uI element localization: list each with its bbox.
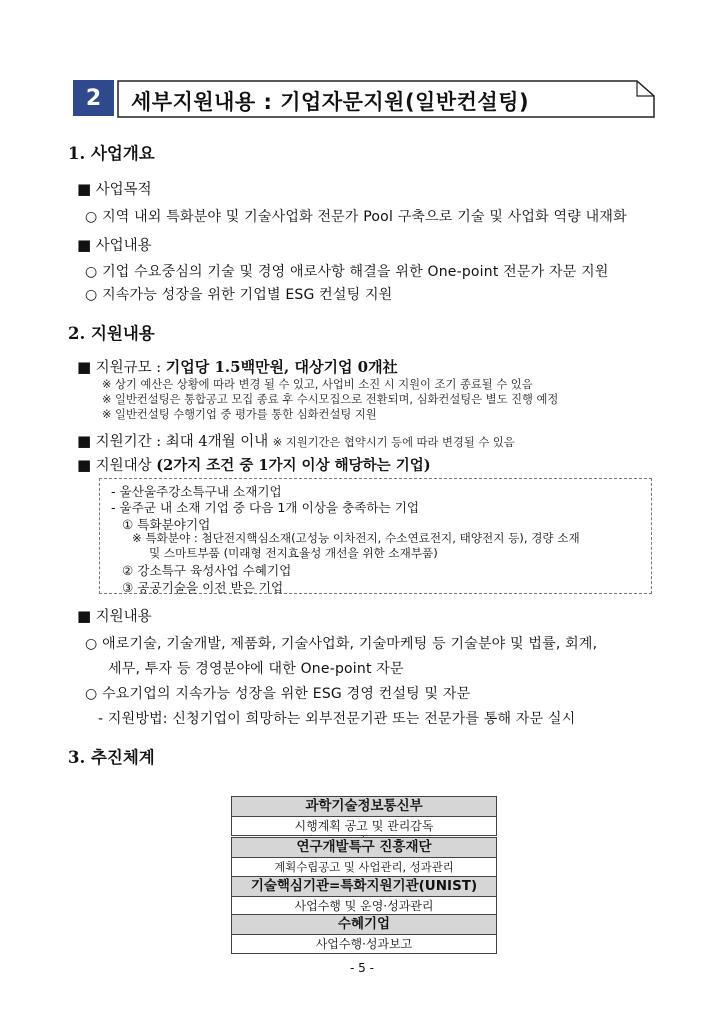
period-label: 지원기간 : 최대 4개월 이내 [95,434,269,450]
target-label: 지원대상 [95,458,157,474]
scale-note: ※ 상기 예산은 상황에 따라 변경 될 수 있고, 사업비 소진 시 지원이 조기 종료될 수 있음 [102,378,533,391]
support-item: ○ 애로기술, 기술개발, 제품화, 기술사업화, 기술마케팅 등 기술분야 및 법률, 회계, [85,636,598,652]
org-name: 기술핵심기관=특화지원기관(UNIST) [232,877,496,897]
scale-row [77,356,398,377]
support-item: - 지원방법: 신청기업이 희망하는 외부전문기관 또는 전문가를 통해 자문 실시 [98,711,576,727]
content-label: 사업내용 [95,238,152,254]
scale-label: 지원규모 : [95,360,166,376]
content-item: ○ 기업 수요중심의 기술 및 경영 애로사항 해결을 위한 One-point 전문가 자문 지원 [85,264,609,280]
square-bullet-icon: ■ [77,456,92,474]
heading-system: 3. 추진체계 [68,748,155,767]
org-name: 수혜기업 [232,915,496,935]
heading-support: 2. 지원내용 [68,324,155,343]
org-name: 연구개발특구 진흥재단 [232,838,496,858]
org-box-unist [231,876,497,916]
square-bullet-icon: ■ [77,236,92,254]
condition-line: ① 특화분야기업 [122,517,211,532]
org-box-msit [231,796,497,836]
support-item: 세무, 투자 등 경영분야에 대한 One-point 자문 [108,661,404,677]
content-row [77,234,152,255]
condition-line: ② 강소특구 육성사업 수혜기업 [122,563,292,578]
heading-overview: 1. 사업개요 [68,144,155,163]
support-label: 지원내용 [95,609,152,625]
scale-value: 기업당 1.5백만원, 대상기업 0개社 [165,358,398,376]
condition-line: 및 스마트부품 (미래형 전지효율성 개선을 위한 소재부품) [149,546,438,560]
org-name: 과학기술정보통신부 [232,797,496,817]
target-row [77,454,431,475]
support-item: ○ 수요기업의 지속가능 성장을 위한 ESG 경영 컨설팅 및 자문 [85,686,471,702]
square-bullet-icon: ■ [77,607,92,625]
purpose-label: 사업목적 [95,182,152,198]
scale-note: ※ 일반컨설팅 수행기업 중 평가를 통한 심화컨설팅 지원 [102,408,377,421]
section-title-box [117,80,655,118]
org-box-beneficiary [231,914,497,954]
org-box-innopolis [231,837,497,877]
page-number: - 5 - [350,961,374,975]
square-bullet-icon: ■ [77,180,92,198]
section-number: 2 [73,80,114,116]
condition-line: - 울주군 내 소재 기업 중 다음 1개 이상을 충족하는 기업 [111,500,420,515]
target-value: (2가지 조건 중 1가지 이상 해당하는 기업) [156,457,431,474]
org-role: 시행계획 공고 및 관리감독 [294,819,434,833]
period-row [77,430,515,451]
org-role: 사업수행 및 운영·성과관리 [294,899,434,913]
support-row [77,605,152,626]
section-title: 세부지원내용 : 기업자문지원(일반컨설팅) [131,90,530,114]
square-bullet-icon: ■ [77,432,92,450]
scale-note: ※ 일반컨설팅은 통합공고 모집 종료 후 수시모집으로 전환되며, 심화컨설팅은 별도 진행 예정 [102,393,559,406]
org-role: 사업수행·성과보고 [315,937,413,951]
period-note: ※ 지원기간은 협약시기 등에 따라 변경될 수 있음 [272,436,515,449]
square-bullet-icon: ■ [77,358,92,376]
condition-line: - 울산울주강소특구내 소재기업 [111,484,282,499]
purpose-row [77,178,152,199]
content-item: ○ 지속가능 성장을 위한 기업별 ESG 컨설팅 지원 [85,287,393,303]
org-role: 계획수립공고 및 사업관리, 성과관리 [274,860,454,874]
purpose-item: ○ 지역 내외 특화분야 및 기술사업화 전문가 Pool 구축으로 기술 및 사업화 역량 내재화 [85,209,627,225]
condition-line: ※ 특화분야 : 첨단전지핵심소재(고성능 이차전지, 수소연료전지, 태양전지 등), 경량 소재 [132,531,580,545]
condition-line: ③ 공공기술을 이전 받은 기업 [122,580,284,595]
